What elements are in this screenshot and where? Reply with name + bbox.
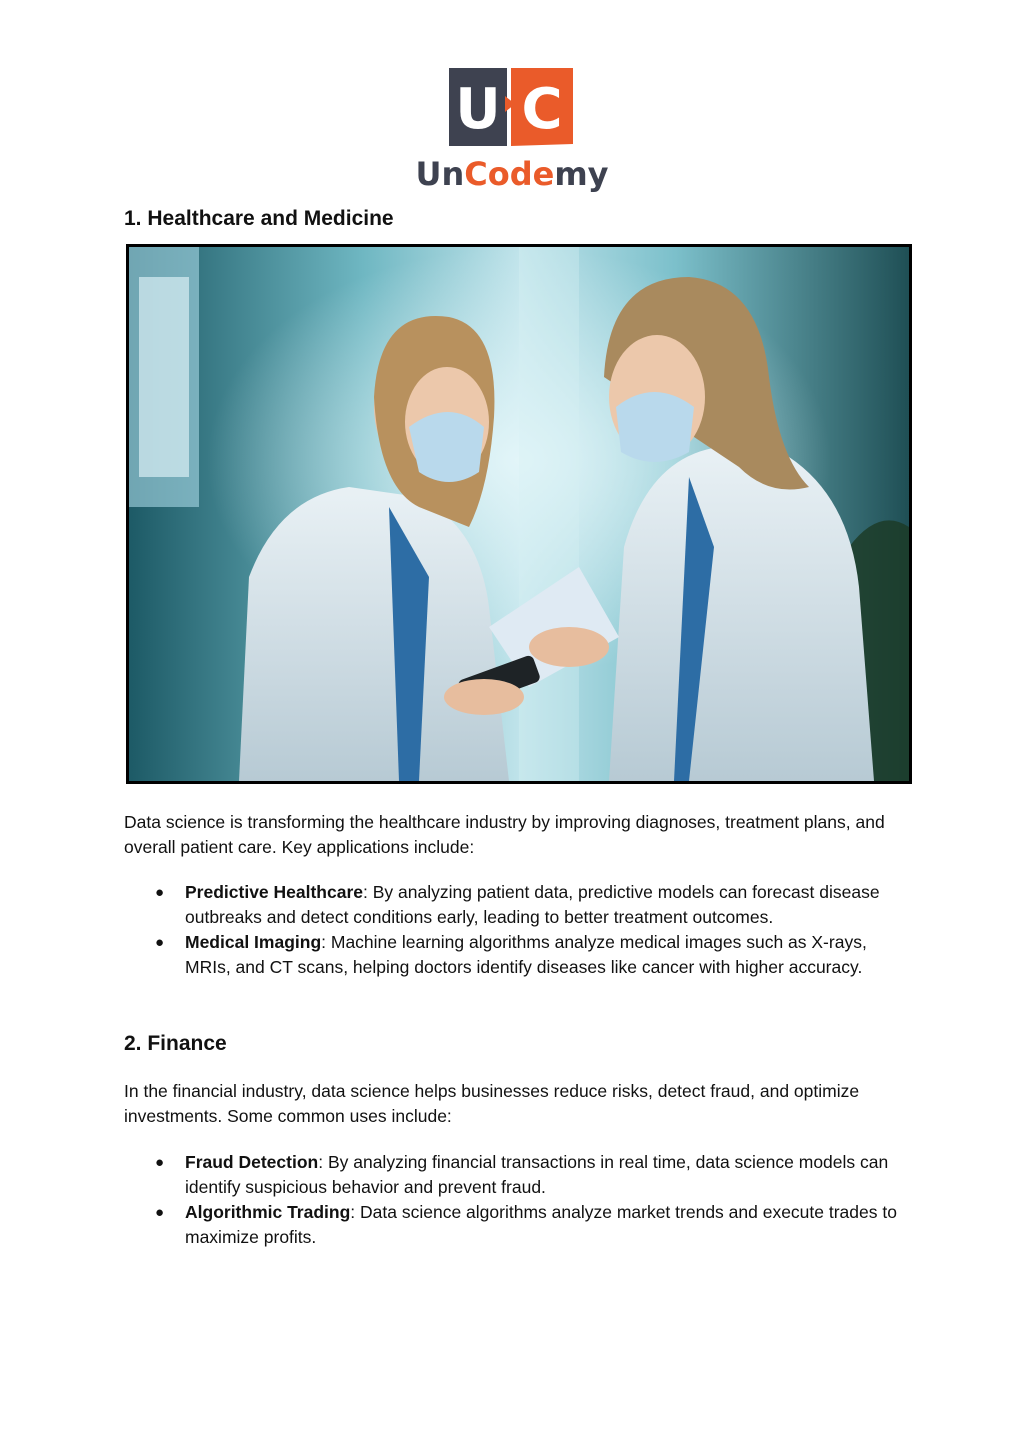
uc-logo-icon <box>449 66 573 146</box>
finance-list <box>124 1150 904 1250</box>
bullet-text: : Machine learning algorithms analyze medical images such as X-rays, MRIs, and CT scans, helping doctors identify diseases like cancer with higher accuracy. <box>185 932 867 977</box>
brand-logo <box>412 66 612 196</box>
bullet-icon: ● <box>155 884 165 901</box>
list-item <box>124 1200 904 1250</box>
brand-wordmark <box>412 154 612 194</box>
bullet-icon: ● <box>155 934 165 951</box>
healthcare-photo <box>126 244 912 784</box>
bullet-title: Medical Imaging <box>185 932 322 952</box>
logo-mark-right: C <box>521 77 563 142</box>
list-item <box>124 930 904 980</box>
logo-mark-left: U <box>455 77 501 142</box>
healthcare-list <box>124 880 904 980</box>
bullet-text: : By analyzing financial transactions in real time, data science models can identify suspicious behavior and prevent fraud. <box>185 1152 889 1197</box>
brand-word-part3: my <box>554 155 609 193</box>
finance-intro: In the financial industry, data science helps businesses reduce risks, detect fraud, and optimize investments. Some common uses include: <box>124 1081 860 1126</box>
bullet-title: Algorithmic Trading <box>185 1202 351 1222</box>
bullet-text: : By analyzing patient data, predictive models can forecast disease outbreaks and detect conditions early, leading to better treatment outcomes. <box>185 882 880 927</box>
bullet-title: Fraud Detection <box>185 1152 319 1172</box>
brand-word-part1: Un <box>415 155 465 193</box>
healthcare-intro: Data science is transforming the healthcare industry by improving diagnoses, treatment plans, and overall patient care. Key applications include: <box>124 812 885 857</box>
doctors-illustration-icon <box>129 247 909 781</box>
list-item <box>124 1150 904 1200</box>
brand-word-part2: Code <box>464 155 555 193</box>
section-heading-finance: 2. Finance <box>124 1032 227 1055</box>
list-item <box>124 880 904 930</box>
bullet-icon: ● <box>155 1154 165 1171</box>
bullet-icon: ● <box>155 1204 165 1221</box>
section-heading-healthcare: 1. Healthcare and Medicine <box>124 207 394 230</box>
bullet-text: : Data science algorithms analyze market trends and execute trades to maximize profits. <box>185 1202 897 1247</box>
bullet-title: Predictive Healthcare <box>185 882 364 902</box>
